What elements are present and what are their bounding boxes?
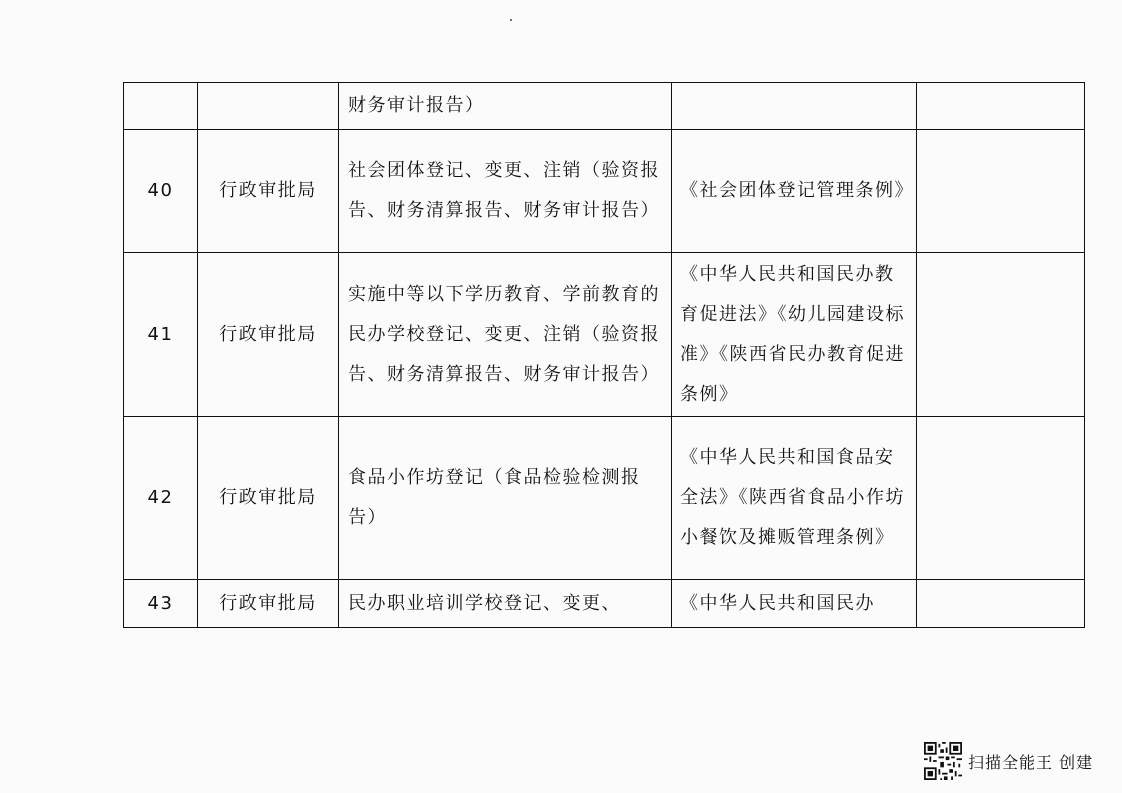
row-number: 43 (124, 580, 198, 628)
department: 行政审批局 (198, 130, 339, 253)
watermark-text: 扫描全能王 创建 (968, 752, 1094, 772)
approval-table (123, 82, 1085, 628)
approval-item: 实施中等以下学历教育、学前教育的民办学校登记、变更、注销（验资报告、财务清算报告、财务审计报告） (339, 253, 672, 417)
remark (917, 253, 1085, 417)
legal-basis: 《社会团体登记管理条例》 (672, 130, 917, 253)
table-row (124, 253, 1085, 417)
table-row (124, 130, 1085, 253)
qr-code-icon (924, 742, 962, 780)
department: 行政审批局 (198, 417, 339, 580)
legal-basis: 《中华人民共和国民办教育促进法》《幼儿园建设标准》《陕西省民办教育促进条例》 (672, 253, 917, 417)
department: 行政审批局 (198, 253, 339, 417)
remark (917, 580, 1085, 628)
row-number: 42 (124, 417, 198, 580)
table-row (124, 580, 1085, 628)
legal-basis: 《中华人民共和国食品安全法》《陕西省食品小作坊小餐饮及摊贩管理条例》 (672, 417, 917, 580)
remark (917, 417, 1085, 580)
scanner-watermark (924, 741, 1093, 781)
row-number: 40 (124, 130, 198, 253)
remark (917, 130, 1085, 253)
department: 行政审批局 (198, 580, 339, 628)
approval-item: 财务审计报告） (339, 83, 672, 130)
legal-basis: 《中华人民共和国民办 (672, 580, 917, 628)
department (198, 83, 339, 130)
row-number (124, 83, 198, 130)
legal-basis (672, 83, 917, 130)
scan-speck (510, 19, 512, 21)
approval-item: 民办职业培训学校登记、变更、 (339, 580, 672, 628)
remark (917, 83, 1085, 130)
table-row (124, 83, 1085, 130)
table-row (124, 417, 1085, 580)
row-number: 41 (124, 253, 198, 417)
approval-item: 食品小作坊登记（食品检验检测报告） (339, 417, 672, 580)
approval-item: 社会团体登记、变更、注销（验资报告、财务清算报告、财务审计报告） (339, 130, 672, 253)
